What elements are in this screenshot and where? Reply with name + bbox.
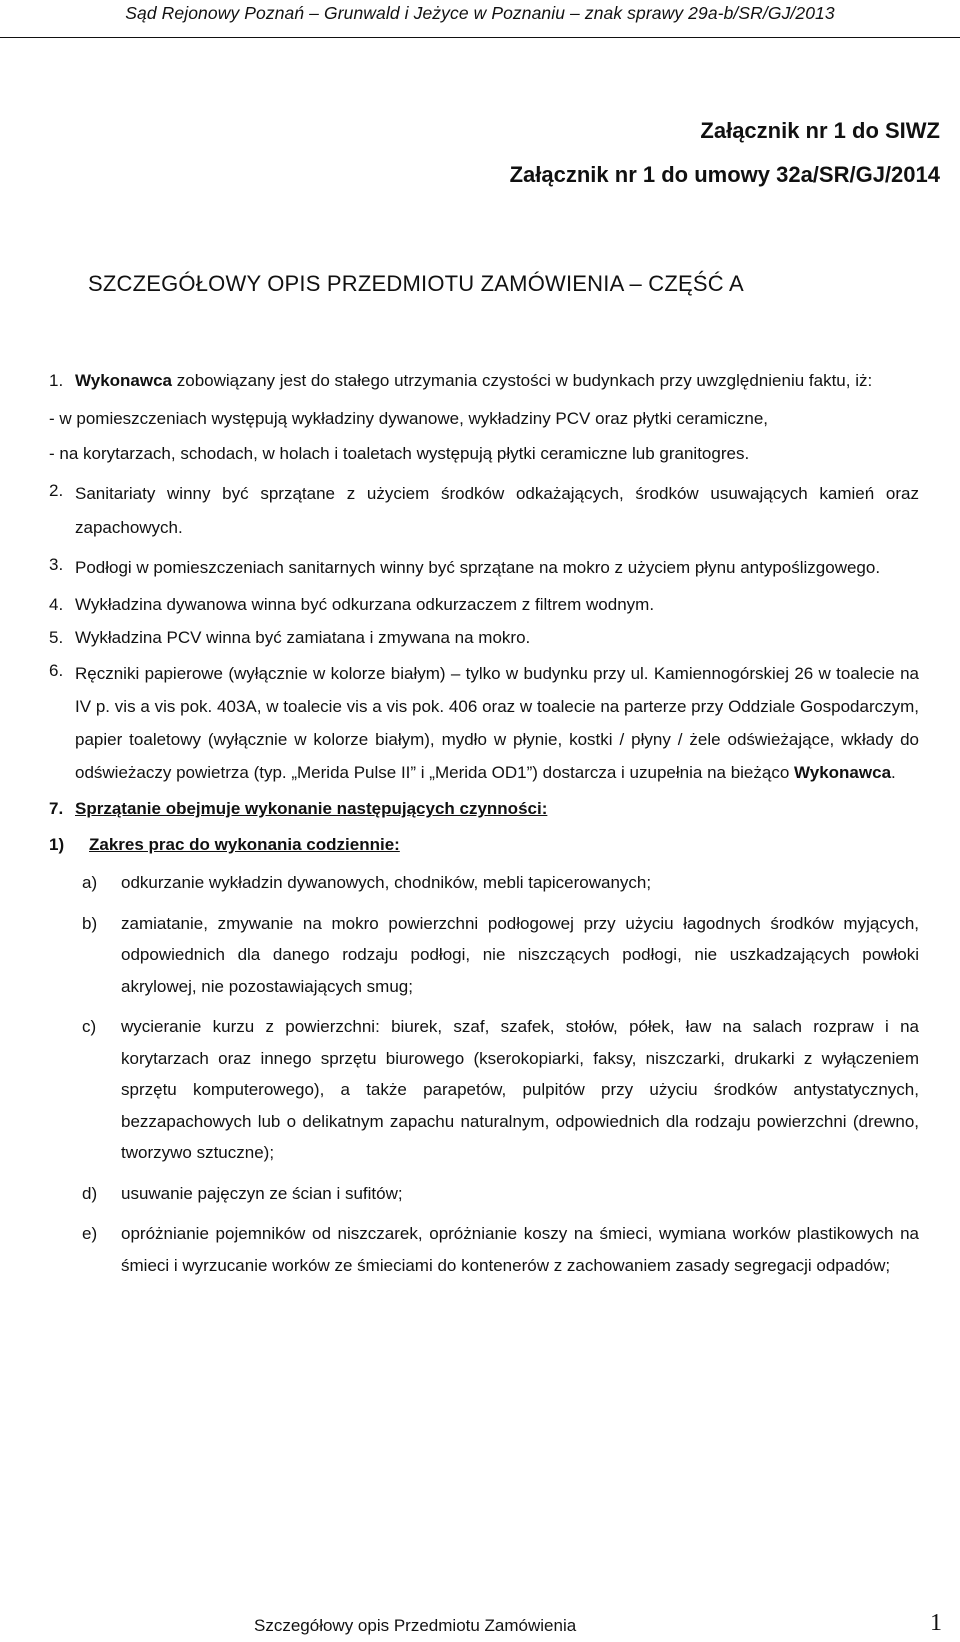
item-3 — [49, 551, 919, 585]
annex-siwz: Załącznik nr 1 do SIWZ — [700, 118, 940, 143]
list-item-a — [49, 867, 919, 899]
list-item-letter: e) — [82, 1224, 98, 1243]
sub-item-1-text: Zakres prac do wykonania codziennie: — [89, 835, 400, 854]
item-1-text: zobowiązany jest do stałego utrzymania czystości w budynkach przy uwzględnieniu faktu, iż: — [172, 371, 873, 390]
item-5 — [49, 624, 919, 651]
list-item-c — [49, 1011, 919, 1169]
item-1-lead: Wykonawca — [75, 371, 173, 390]
item-1-bullet-2: - na korytarzach, schodach, w holach i toaletach występują płytki ceramiczne lub granitogres. — [49, 444, 750, 463]
item-4-text: Wykładzina dywanowa winna być odkurzana odkurzaczem z filtrem wodnym. — [75, 595, 655, 614]
item-6-contractor: Wykonawca — [794, 763, 892, 782]
item-1-bullet-1: - w pomieszczeniach występują wykładziny dywanowe, wykładziny PCV oraz płytki ceramiczne, — [49, 409, 768, 428]
document-title: SZCZEGÓŁOWY OPIS PRZEDMIOTU ZAMÓWIENIA – CZĘŚĆ A — [88, 271, 744, 296]
sub-item-1 — [49, 831, 919, 858]
list-item-b — [49, 908, 919, 1003]
list-item-text: zamiatanie, zmywanie na mokro powierzchni podłogowej przy użyciu łagodnych środków myjących, odpowiednich dla danego rodzaju podłogi, nie niszczących podłogi, nie uszkadzających powłoki akrylowej, nie pozostawiających smug; — [121, 913, 919, 996]
item-6-text-wrap — [75, 657, 919, 789]
item-5-number: 5. — [49, 628, 64, 647]
item-6-number: 6. — [49, 661, 64, 680]
list-item-text: opróżnianie pojemników od niszczarek, opróżnianie koszy na śmieci, wymiana worków plastikowych na śmieci i wyrzucanie worków ze śmieciami do kontenerów z zachowaniem zasady segregacji odpadów; — [121, 1224, 919, 1275]
item-7 — [49, 795, 919, 822]
list-item-d — [49, 1178, 919, 1210]
item-6-text: Ręczniki papierowe (wyłącznie w kolorze białym) – tylko w budynku przy ul. Kamiennogórskiej 26 w toalecie na IV p. vis a vis pok. 403A, w toalecie vis a vis pok. 406 oraz w toalecie na parterze przy Oddziale Gospodarczym, papier toaletowy (wyłącznie w kolorze białym), mydło w płynie, kostki / płyny / żele odświeżające, wkłady do odświeżaczy powietrza (typ. „Merida Pulse II” i „Merida OD1”) dostarcza i uzupełnia na bieżąco — [75, 664, 919, 782]
item-6-end: . — [891, 763, 896, 782]
item-3-text: Podłogi w pomieszczeniach sanitarnych winny być sprzątane na mokro z użyciem płynu antypoślizgowego. — [75, 558, 881, 577]
item-7-number: 7. — [49, 799, 64, 818]
item-1 — [49, 367, 919, 394]
item-6 — [49, 657, 919, 789]
list-item-letter: b) — [82, 913, 98, 933]
sub-item-1-number: 1) — [49, 835, 65, 854]
item-4 — [49, 591, 919, 618]
document-body — [49, 367, 919, 1281]
item-1-number: 1. — [49, 371, 64, 390]
page-footer: Szczegółowy opis Przedmiotu Zamówienia — [254, 1616, 577, 1635]
list-item-text: usuwanie pajęczyn ze ścian i sufitów; — [121, 1183, 403, 1203]
item-7-text: Sprzątanie obejmuje wykonanie następujących czynności: — [75, 799, 548, 818]
page-number: 1 — [930, 1610, 942, 1636]
list-item-e — [49, 1218, 919, 1281]
item-3-number: 3. — [49, 555, 64, 574]
item-4-number: 4. — [49, 595, 64, 614]
list-item-letter: d) — [82, 1183, 98, 1203]
item-2-text: Sanitariaty winny być sprzątane z użyciem środków odkażających, środków usuwających kamień oraz zapachowych. — [75, 484, 919, 537]
header-rule — [0, 37, 960, 38]
annex-contract: Załącznik nr 1 do umowy 32a/SR/GJ/2014 — [509, 162, 940, 187]
list-item-text: wycieranie kurzu z powierzchni: biurek, szaf, szafek, stołów, półek, ław na salach rozpraw i na korytarzach oraz innego sprzętu biurowego (kserokopiarki, faksy, niszczarki, drukarki z wyłączeniem sprzętu komputerowego), a także parapetów, pulpitów przy użyciu środków antystatycznych, bezzapachowych lub o delikatnym zapachu naturalnym, odpowiednich dla rodzaju powierzchni (drewno, tworzywo sztuczne); — [121, 1017, 919, 1162]
list-item-letter: a) — [82, 873, 98, 892]
list-item-letter: c) — [82, 1017, 97, 1036]
item-2 — [49, 477, 919, 545]
list-item-text: odkurzanie wykładzin dywanowych, chodników, mebli tapicerowanych; — [121, 873, 652, 892]
document-header: Sąd Rejonowy Poznań – Grunwald i Jeżyce w Poznaniu – znak sprawy 29a-b/SR/GJ/2013 — [125, 3, 835, 23]
item-2-number: 2. — [49, 481, 64, 500]
item-5-text: Wykładzina PCV winna być zamiatana i zmywana na mokro. — [75, 628, 531, 647]
